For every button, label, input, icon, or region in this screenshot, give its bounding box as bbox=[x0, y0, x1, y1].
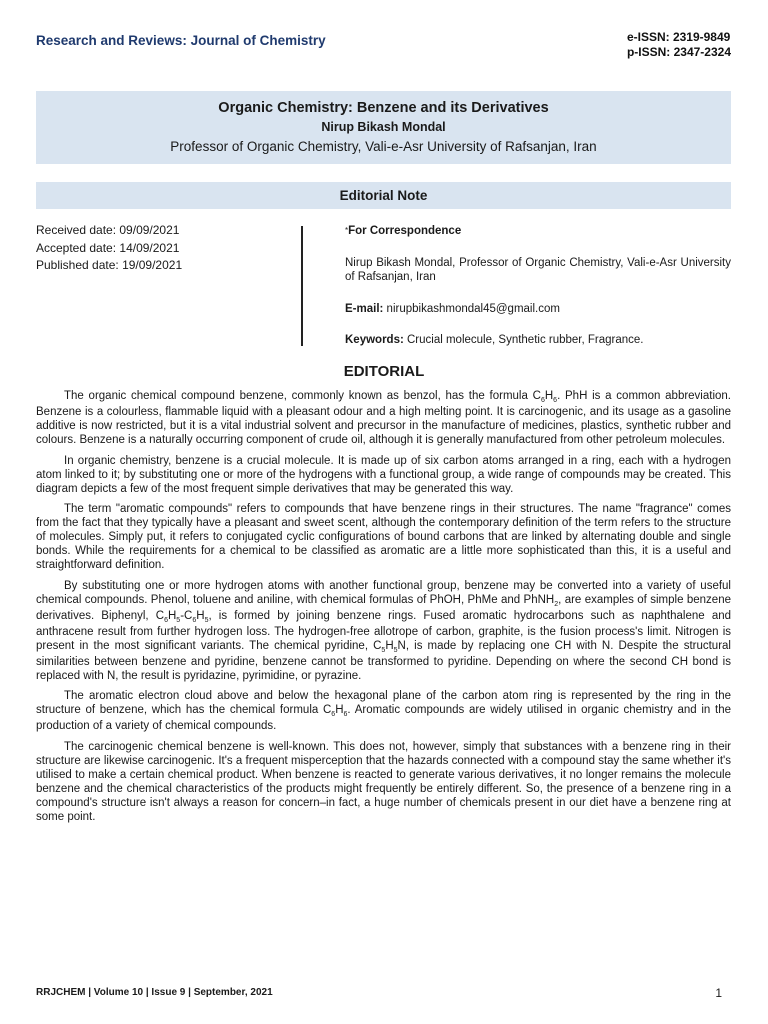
email-label: E-mail: bbox=[345, 303, 384, 315]
title-box bbox=[36, 91, 731, 164]
paragraph-4: By substituting one or more hydrogen atoms with another functional group, benzene may be converted into a variety of useful chemical compounds. Phenol, toluene and aniline, with chemical formulas of PhOH, PhMe and PhNH$_2$, are examples of simple benzene derivatives. Biphenyl, $C_6H_5-C_6H_5$, is formed by joining benzene rings. Fused aromatic hydrocarbons such as naphthalene and anthracene result from further hydrogen loss. The hydrogen-free allotrope of carbon, graphite, is the fusion process's limit. Nitrogen is present in the most significant variants. The chemical pyridine, $C_5H_5N$, is made by replacing one CH with N. Despite the structural similarities between benzene and pyridine, benzene cannot be transformed to pyridine. Depending on where the second CH bond is replaced with N, the result is pyridazine, pyrimidine, or pyrazine. bbox=[36, 579, 731, 682]
page-number: 1 bbox=[715, 986, 722, 1000]
paragraph-6: The carcinogenic chemical benzene is well-known. This does not, however, simply that substances with a benzene ring in their structure are likewise carcinogenic. It's a frequent misperception that the hazards connected with a compound stay the same whether it's utilised to make a certain chemical product. When benzene is reacted to generate various derivatives, it no longer remains the molecule benzene and the chemical characteristics of the products might frequently be entirely different. So, the presence of a benzene ring in a compound's structure isn't always a reason for concern–in fact, a huge number of chemicals present in our diet have a benzene ring at some point. bbox=[36, 740, 731, 823]
eissn: e-ISSN: 2319-9849 bbox=[626, 30, 731, 44]
correspondence-body: Nirup Bikash Mondal, Professor of Organic Chemistry, Vali-e-Asr University of Rafsanjan, Iran bbox=[345, 257, 731, 283]
pissn: p-ISSN: 2347-2324 bbox=[626, 45, 731, 59]
accepted-date: Accepted date: 14/09/2021 bbox=[36, 240, 180, 255]
footer-citation: RRJCHEM | Volume 10 | Issue 9 | September, 2021 bbox=[36, 987, 273, 998]
correspondence-email bbox=[345, 302, 731, 316]
section-label: Editorial Note bbox=[36, 182, 731, 209]
paragraph-2: In organic chemistry, benzene is a crucial molecule. It is made up of six carbon atoms arranged in a ring, each with a hydrogen atom linked to it; by substituting one or more of the hydrogens with a functional group, a wide range of compounds may be created. This diagram depicts a few of the most frequent simple derivatives that may be generated this way. bbox=[36, 454, 731, 495]
correspondence-heading bbox=[345, 224, 731, 238]
article-title: Organic Chemistry: Benzene and its Derivatives bbox=[218, 100, 549, 116]
paragraph-3: The term "aromatic compounds" refers to compounds that have benzene rings in their structures. The name "fragrance" comes from the fact that they typically have a pleasant and sweet scent, although the contemporary definition of the term refers to the structure of molecules. Simply put, it refers to conjugated cyclic configurations of bound carbons that are linked by alternating double and single bonds. While the requirements for a chemical to be classified as aromatic are a little more sophisticated than this, it is a useful and straightforward definition. bbox=[36, 503, 731, 571]
published-date: Published date: 19/09/2021 bbox=[36, 258, 183, 272]
correspondence-heading-text: For Correspondence bbox=[348, 225, 462, 237]
keywords-text: Crucial molecule, Synthetic rubber, Fragrance. bbox=[407, 334, 644, 346]
keywords bbox=[345, 333, 731, 347]
paragraph-5: The aromatic electron cloud above and below the hexagonal plane of the carbon atom ring is represented by the ring in the structure of benzene, which has the chemical formula $C_6H_6$. Aromatic compounds are widely utilised in organic chemistry and in the production of a variety of chemical compounds. bbox=[36, 690, 731, 732]
received-date: Received date: 09/09/2021 bbox=[36, 223, 180, 237]
editorial-heading: EDITORIAL bbox=[343, 363, 425, 380]
author-name: Nirup Bikash Mondal bbox=[321, 120, 446, 134]
paragraph-1: The organic chemical compound benzene, commonly known as benzol, has the formula $C_6H_6$. PhH is a common abbreviation. Benzene is a colourless, flammable liquid with a pleasant odour and a high melting point. It is carcinogenic, and its usage as a gasoline additive is now restricted, but it is a vital industrial solvent and precursor in the manufacture of medicines, plastics, synthetic rubber and colours. Benzene is a naturally occurring component of crude oil, although it is generally manufactured from other petroleum molecules. bbox=[36, 390, 731, 446]
journal-name: Research and Reviews: Journal of Chemistry bbox=[36, 33, 326, 48]
author-affiliation: Professor of Organic Chemistry, Vali-e-Asr University of Rafsanjan, Iran bbox=[170, 139, 597, 154]
article-body bbox=[36, 389, 731, 830]
email-address[interactable]: nirupbikashmondal45@gmail.com bbox=[386, 303, 560, 315]
divider-line bbox=[301, 226, 303, 346]
issn-block bbox=[627, 30, 731, 60]
correspondence-star: * bbox=[345, 226, 349, 235]
keywords-label: Keywords: bbox=[345, 334, 404, 346]
dates-block bbox=[36, 222, 182, 275]
